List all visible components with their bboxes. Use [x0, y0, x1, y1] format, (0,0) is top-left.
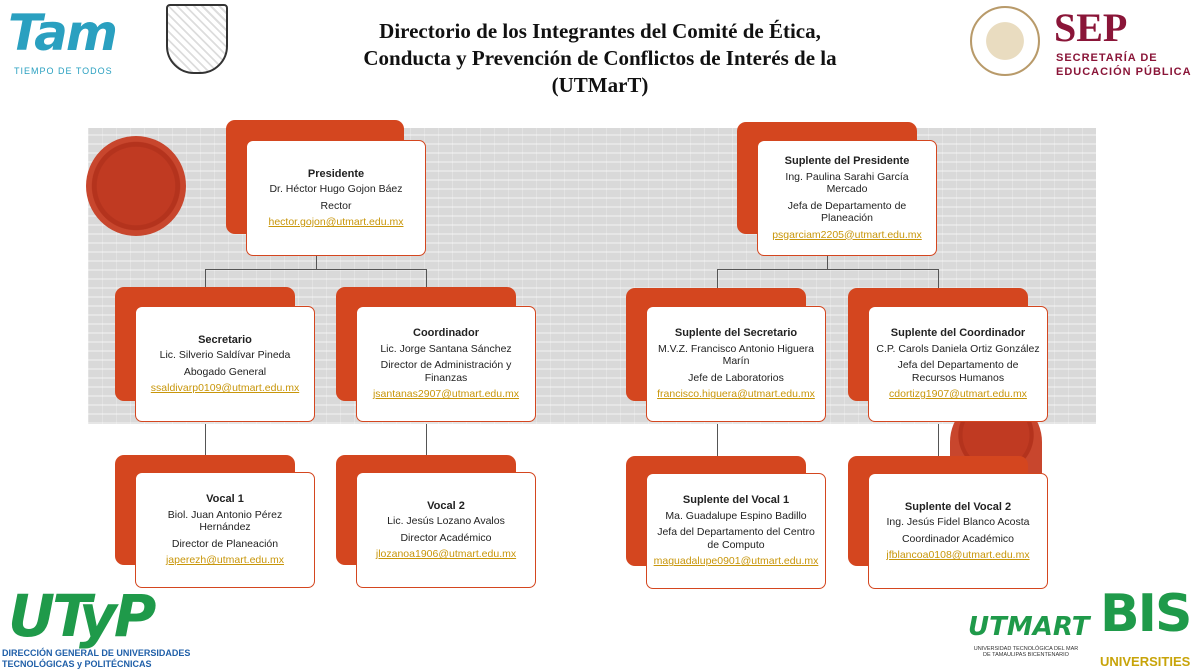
member-position: Jefa del Departamento del Centro de Computo: [657, 526, 815, 551]
member-role: Suplente del Vocal 1: [682, 494, 790, 507]
title-line-2: Conducta y Prevención de Conflictos de Interés de la: [363, 46, 837, 70]
connector: [426, 424, 427, 456]
sup-presidente-card: [757, 140, 937, 256]
member-name: Lic. Jorge Santana Sánchez: [380, 342, 512, 355]
tamaulipas-shield-icon: [166, 4, 228, 74]
sup-secretario-card: [646, 306, 826, 422]
utp-logo: [0, 582, 232, 670]
member-position: Director Académico: [400, 531, 492, 544]
bis-caption: UNIVERSITIES: [1100, 654, 1191, 669]
member-position: Coordinador Académico: [901, 532, 1015, 545]
member-name: Lic. Silverio Saldívar Pineda: [159, 349, 291, 361]
sep-logo: [1052, 4, 1200, 80]
member-email-link[interactable]: francisco.higuera@utmart.edu.mx: [657, 388, 815, 401]
member-email-link[interactable]: japerezh@utmart.edu.mx: [165, 554, 285, 567]
member-role: Secretario: [198, 333, 252, 346]
member-name: Ma. Guadalupe Espino Badillo: [665, 509, 807, 522]
utp-wordmark: UTyP: [8, 582, 154, 650]
presidente-card: [246, 140, 426, 256]
member-role: Suplente del Presidente: [784, 155, 910, 167]
connector: [426, 269, 427, 289]
utmart-caption: UNIVERSIDAD TECNOLÓGICA DEL MAR DE TAMAULIPAS BICENTENARIO: [973, 646, 1079, 658]
sep-wordmark: SEP: [1054, 5, 1128, 50]
member-position: Jefa del Departamento de Recursos Humanos: [897, 359, 1019, 384]
sup-vocal2-card: [868, 473, 1048, 589]
bis-logo: [1098, 584, 1200, 670]
member-email-link[interactable]: hector.gojon@utmart.edu.mx: [268, 216, 404, 228]
connector: [717, 269, 939, 270]
member-position: Director de Planeación: [171, 537, 279, 550]
member-role: Vocal 2: [427, 499, 465, 512]
tam-wordmark: Tam: [8, 4, 117, 62]
connector: [205, 269, 206, 289]
connector: [938, 269, 939, 289]
member-email-link[interactable]: jfblancoa0108@utmart.edu.mx: [886, 549, 1030, 561]
utp-line-2: TECNOLÓGICAS y POLITÉCNICAS: [2, 659, 152, 669]
sup-vocal1-card: [646, 473, 826, 589]
utmart-wordmark: UTMART: [968, 612, 1090, 642]
member-name: M.V.Z. Francisco Antonio Higuera Marín: [657, 342, 815, 368]
coordinador-card: [356, 306, 536, 422]
mexico-seal-icon: [970, 6, 1040, 76]
member-email-link[interactable]: ssaldivarp0109@utmart.edu.mx: [150, 382, 300, 394]
page-title: [300, 18, 900, 99]
member-position: Director de Administración y Finanzas: [380, 359, 512, 384]
member-name: Ing. Jesús Fidel Blanco Acosta: [886, 516, 1030, 528]
member-name: Biol. Juan Antonio Pérez Hernández: [167, 508, 283, 534]
tam-logo: [4, 4, 164, 78]
title-line-3: (UTMarT): [551, 73, 649, 97]
member-name: Ing. Paulina Sarahi García Mercado: [785, 170, 909, 195]
member-role: Presidente: [307, 167, 365, 180]
connector: [316, 255, 317, 270]
utmart-logo: [966, 594, 1090, 670]
member-role: Suplente del Coordinador: [890, 327, 1026, 340]
member-email-link[interactable]: maguadalupe0901@utmart.edu.mx: [653, 555, 819, 568]
connector: [205, 424, 206, 456]
connector: [827, 255, 828, 270]
member-name: C.P. Carols Daniela Ortiz González: [876, 342, 1040, 355]
member-position: Jefa de Departamento de Planeación: [787, 199, 907, 224]
tam-tagline: TIEMPO DE TODOS: [14, 66, 113, 76]
title-line-1: Directorio de los Integrantes del Comité de Ética,: [379, 19, 821, 43]
bis-wordmark: BIS: [1100, 584, 1191, 644]
utp-line-1: DIRECCIÓN GENERAL DE UNIVERSIDADES: [2, 648, 191, 658]
member-position: Abogado General: [183, 365, 267, 378]
member-position: Rector: [320, 199, 352, 212]
connector: [205, 269, 427, 270]
connector: [938, 424, 939, 456]
sep-line-2: EDUCACIÓN PÚBLICA: [1056, 66, 1192, 78]
secretario-card: [135, 306, 315, 422]
member-name: Lic. Jesús Lozano Avalos: [387, 515, 505, 527]
member-position: Jefe de Laboratorios: [688, 371, 784, 384]
decorative-stamp-left: [86, 136, 186, 236]
vocal2-card: [356, 472, 536, 588]
sep-line-1: SECRETARÍA DE: [1056, 52, 1158, 64]
member-role: Vocal 1: [206, 493, 244, 506]
connector: [717, 424, 718, 456]
member-email-link[interactable]: psgarciam2205@utmart.edu.mx: [772, 228, 922, 241]
member-email-link[interactable]: jlozanoa1906@utmart.edu.mx: [375, 548, 517, 560]
connector: [717, 269, 718, 289]
vocal1-card: [135, 472, 315, 588]
member-email-link[interactable]: jsantanas2907@utmart.edu.mx: [372, 388, 520, 401]
member-email-link[interactable]: cdortizg1907@utmart.edu.mx: [889, 388, 1027, 401]
member-role: Coordinador: [413, 327, 479, 340]
member-role: Suplente del Secretario: [674, 327, 798, 340]
member-name: Dr. Héctor Hugo Gojon Báez: [269, 183, 403, 195]
member-role: Suplente del Vocal 2: [904, 500, 1012, 513]
sup-coordinador-card: [868, 306, 1048, 422]
